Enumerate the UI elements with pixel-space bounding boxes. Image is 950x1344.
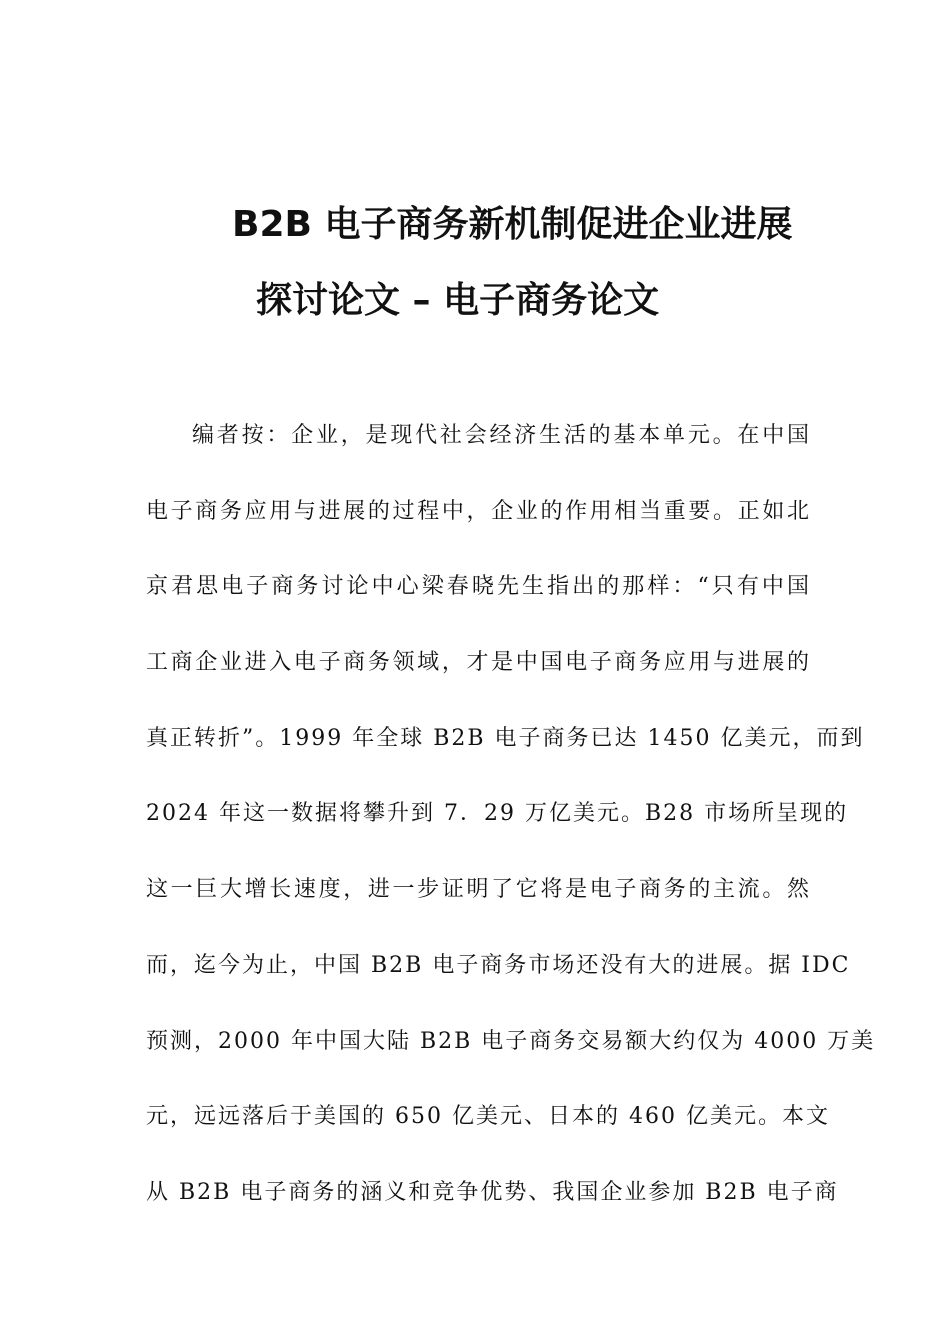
body-line: 元，远远落后于美国的 650 亿美元、日本的 460 亿美元。本文	[146, 1104, 830, 1130]
body-line: 真正转折”。1999 年全球 B2B 电子商务已达 1450 亿美元，而到	[146, 725, 865, 751]
body-line: 电子商务应用与进展的过程中，企业的作用相当重要。正如北	[146, 498, 811, 524]
body-line: 从 B2B 电子商务的涵义和竞争优势、我国企业参加 B2B 电子商	[146, 1179, 839, 1205]
title-line-1: B2B 电子商务新机制促进企业进展	[232, 204, 793, 245]
body-line: 而，迄今为止，中国 B2B 电子商务市场还没有大的进展。据 IDC	[146, 952, 851, 978]
body-line: 这一巨大增长速度，进一步证明了它将是电子商务的主流。然	[146, 877, 811, 903]
title-line-2: 探讨论文 – 电子商务论文	[256, 280, 660, 321]
body-line: 2024 年这一数据将攀升到 7．29 万亿美元。B28 市场所呈现的	[146, 801, 849, 827]
body-line: 预测，2000 年中国大陆 B2B 电子商务交易额大约仅为 4000 万美	[146, 1028, 876, 1054]
body-line: 编者按：企业，是现代社会经济生活的基本单元。在中国	[192, 423, 811, 448]
body-line: 京君思电子商务讨论中心梁春晓先生指出的那样：“只有中国	[146, 574, 811, 600]
body-paragraph	[146, 398, 876, 1231]
body-line: 工商企业进入电子商务领域，才是中国电子商务应用与进展的	[146, 650, 811, 676]
